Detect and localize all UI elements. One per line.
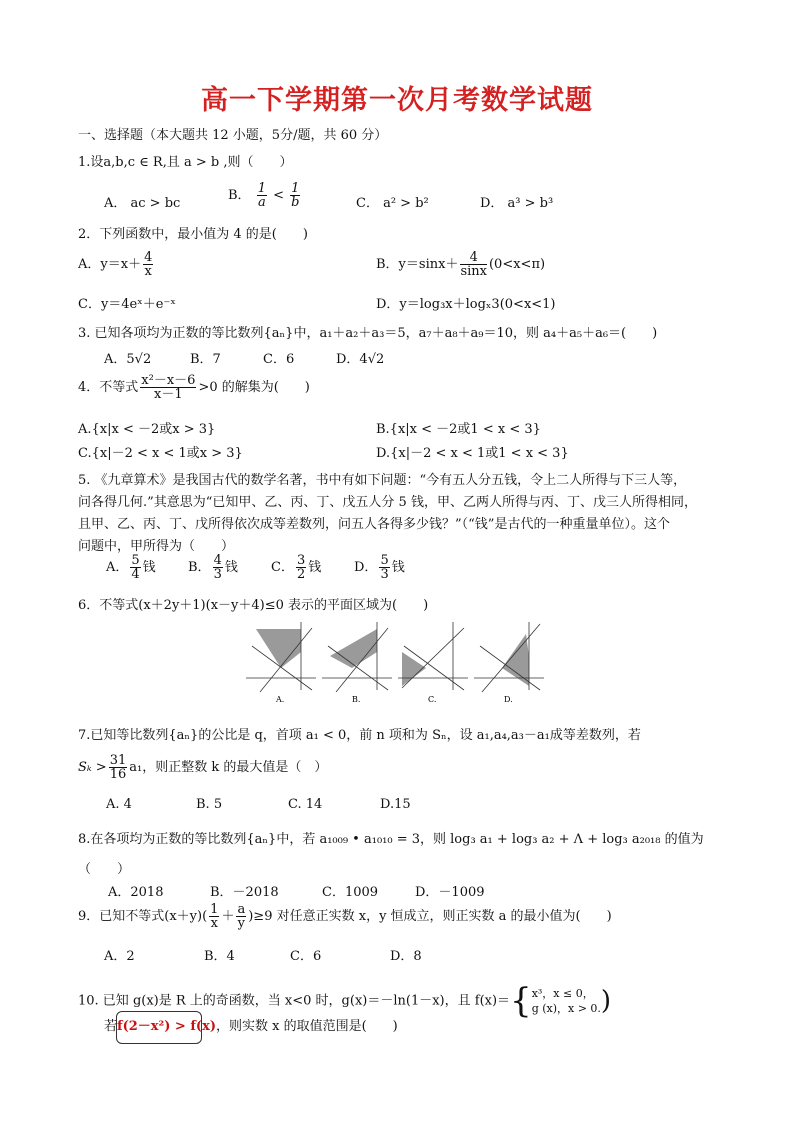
graph-d [474,622,544,704]
denominator: x－1 [154,387,183,402]
question-4-option-d: D.{x|－2 < x < 1或1 < x < 3} [376,446,569,461]
fraction [209,903,219,930]
graph-label: D. [504,695,513,704]
numerator: 4 [213,553,222,568]
denominator: y [237,916,246,931]
stem-text: 10. 已知 g(x)是 R 上的奇函数，当 x<0 时，g(x)＝－ln(1－x)，且 f(x)＝ [78,993,511,1009]
question-8-option-b: B．－2018 [210,885,279,900]
question-2-option-b [376,251,545,278]
denominator: 2 [296,567,306,582]
option-label: C． [271,560,294,575]
numerator: a [237,902,246,917]
question-8-option-a: A．2018 [108,885,164,900]
piecewise-cases [532,986,601,1016]
question-5-line-2: 问各得几何.”其意思为“已知甲、乙、丙、丁、戊五人分 5 钱，甲、乙两人所得与丙、丁、戊三人所得相同， [78,495,697,510]
question-7-line-2 [78,754,327,781]
question-1-option-a: A． ac > bc [104,196,181,211]
question-7-option-c: C. 14 [288,797,323,812]
operator: ＋ [221,909,235,924]
question-3-option-d: D．4√2 [336,352,385,367]
shaded-region [256,629,301,668]
question-8-line-2: （ ） [78,862,131,877]
fraction [290,182,300,209]
question-2-option-c: C．y＝4eˣ＋e⁻ˣ [78,297,176,312]
question-8-line-1: 8.在各项均为正数的等比数列{aₙ}中，若 a₁₀₀₉ • a₁₀₁₀ = 3，则 log₃ a₁ + log₃ a₂ + Λ + log₃ a₂₀₁₈ 的值为 [78,832,704,847]
stem-text: 9．已知不等式(x＋y)( [78,909,208,924]
piecewise-case: g (x)，x > 0. [531,1002,601,1015]
section-heading: 一、选择题（本大题共 12 小题，5分/题，共 60 分） [78,128,388,143]
question-8-option-d: D．－1009 [415,885,485,900]
denominator: 3 [213,567,222,582]
question-1-option-b [228,182,302,209]
denominator: b [291,195,300,210]
question-4-option-a: A.{x|x < －2或x > 3} [78,422,216,437]
fraction [130,554,140,581]
question-3-stem: 3. 已知各项均为正数的等比数列{aₙ}中，a₁＋a₂＋a₃＝5，a₇＋a₈＋a₉＝10，则 a₄＋a₅＋a₆＝( ) [78,326,658,341]
stem-text: ，则实数 x 的取值范围是( ) [216,1019,398,1034]
question-1-option-d: D． a³ > b³ [480,196,554,211]
fraction [460,251,487,278]
fraction [296,554,306,581]
question-4-option-b: B.{x|x < －2或1 < x < 3} [376,422,541,437]
question-9-option-b: B．4 [204,949,235,964]
question-9-stem [78,903,612,930]
unit: 钱 [308,560,322,575]
denominator: 3 [380,567,389,582]
question-5-option-b [188,554,238,581]
numerator: 5 [380,553,389,568]
numerator: 1 [291,181,300,196]
operator: < [273,188,285,203]
question-4-option-c: C.{x|－2 < x < 1或x > 3} [78,446,243,461]
right-paren: ) [600,986,612,1016]
graph-a [246,622,316,704]
denominator: a [257,195,266,210]
shaded-region [330,629,377,668]
denominator: x [210,916,218,931]
fraction [140,374,196,401]
question-9-option-c: C．6 [290,949,322,964]
option-label: B． [228,188,251,203]
option-label: A． [106,560,129,575]
question-2-stem: 2．下列函数中，最小值为 4 的是( ) [78,227,308,242]
fraction [236,903,246,930]
denominator: sinx [460,264,487,279]
numerator: 31 [109,753,127,768]
question-4-stem [78,374,310,401]
question-5-line-3: 且甲、乙、丙、丁、戊所得依次成等差数列，问五人各得多少钱？”（“钱”是古代的一种重量单位）。这个 [78,517,670,532]
unit: 钱 [142,560,156,575]
question-10-line-2 [104,1015,398,1034]
option-label: D． [354,560,378,575]
numerator: 3 [296,553,306,568]
question-3-option-a: A．5√2 [104,352,152,367]
question-9-option-a: A．2 [104,949,135,964]
question-7-line-1: 7.已知等比数列{aₙ}的公比是 q，首项 a₁ < 0，前 n 项和为 Sₙ，设 a₁,a₄,a₃－a₁成等差数列，若 [78,728,641,743]
fraction [379,554,389,581]
question-7-option-b: B. 5 [196,797,223,812]
denominator: 4 [131,567,140,582]
numerator: 4 [144,250,153,265]
numerator: 1 [257,181,266,196]
piecewise-case: x³，x ≤ 0， [531,987,594,1000]
stem-text: 4．不等式 [78,380,139,395]
fraction [213,554,223,581]
question-6-stem: 6．不等式(x＋2y＋1)(x－y＋4)≤0 表示的平面区域为( ) [78,598,429,613]
stem-text: a₁，则正整数 k 的最大值是（ ） [129,760,328,775]
question-7-option-a: A. 4 [106,797,132,812]
numerator: 5 [131,553,140,568]
stem-text: >0 的解集为( ) [198,380,310,395]
fraction [143,251,153,278]
question-5-line-1: 5. 《九章算术》是我国古代的数学名著，书中有如下问题：“今有五人分五钱，令上二人所得与下三人等， [78,473,687,488]
stem-text: 若 [104,1019,118,1034]
graph-label: B. [352,695,361,704]
graph-c [398,622,468,704]
numerator: 1 [210,902,219,917]
question-8-option-c: C．1009 [322,885,379,900]
question-5-line-4: 问题中，甲所得为（ ） [78,539,235,554]
graph-b [322,622,392,704]
question-3-option-c: C．6 [263,352,295,367]
boundary-line [482,624,540,692]
denominator: x [144,264,152,279]
question-5-option-c [271,554,321,581]
graph-label: C. [428,695,437,704]
fraction [257,182,267,209]
left-brace: { [510,981,532,1021]
question-5-option-a [106,554,156,581]
unit: 钱 [391,560,405,575]
question-2-option-d: D．y＝log₃x＋logₓ3(0<x<1) [376,297,556,312]
question-5-option-d [354,554,405,581]
question-1-stem: 1.设a,b,c ∈ R,且 a > b ,则（ ） [78,155,293,170]
question-7-option-d: D.15 [380,797,411,812]
boundary-line [402,628,464,688]
shaded-region [402,652,426,686]
numerator: 4 [460,251,487,265]
option-text: (0<x<π) [488,257,546,272]
question-9-option-d: D．8 [390,949,422,964]
unit: 钱 [224,560,238,575]
region-graphs-figure [246,616,546,708]
page-title: 高一下学期第一次月考数学试题 [201,85,593,116]
option-text: A．y＝x＋ [78,257,142,272]
stem-text: Sₖ > [78,760,107,775]
question-3-option-b: B．7 [190,352,221,367]
numerator: x²－x－6 [141,373,196,388]
question-1-option-c: C． a² > b² [356,196,429,211]
option-label: B． [188,560,211,575]
highlighted-expression: f(2－x²) > f(x) [117,1019,216,1034]
graph-label: A. [276,695,285,704]
stem-text: )≥9 对任意正实数 x，y 恒成立，则正实数 a 的最小值为( ) [248,909,612,924]
denominator: 16 [109,767,127,782]
question-2-option-a [78,251,155,278]
option-text: B．y＝sinx＋ [376,257,459,272]
fraction [109,754,128,781]
